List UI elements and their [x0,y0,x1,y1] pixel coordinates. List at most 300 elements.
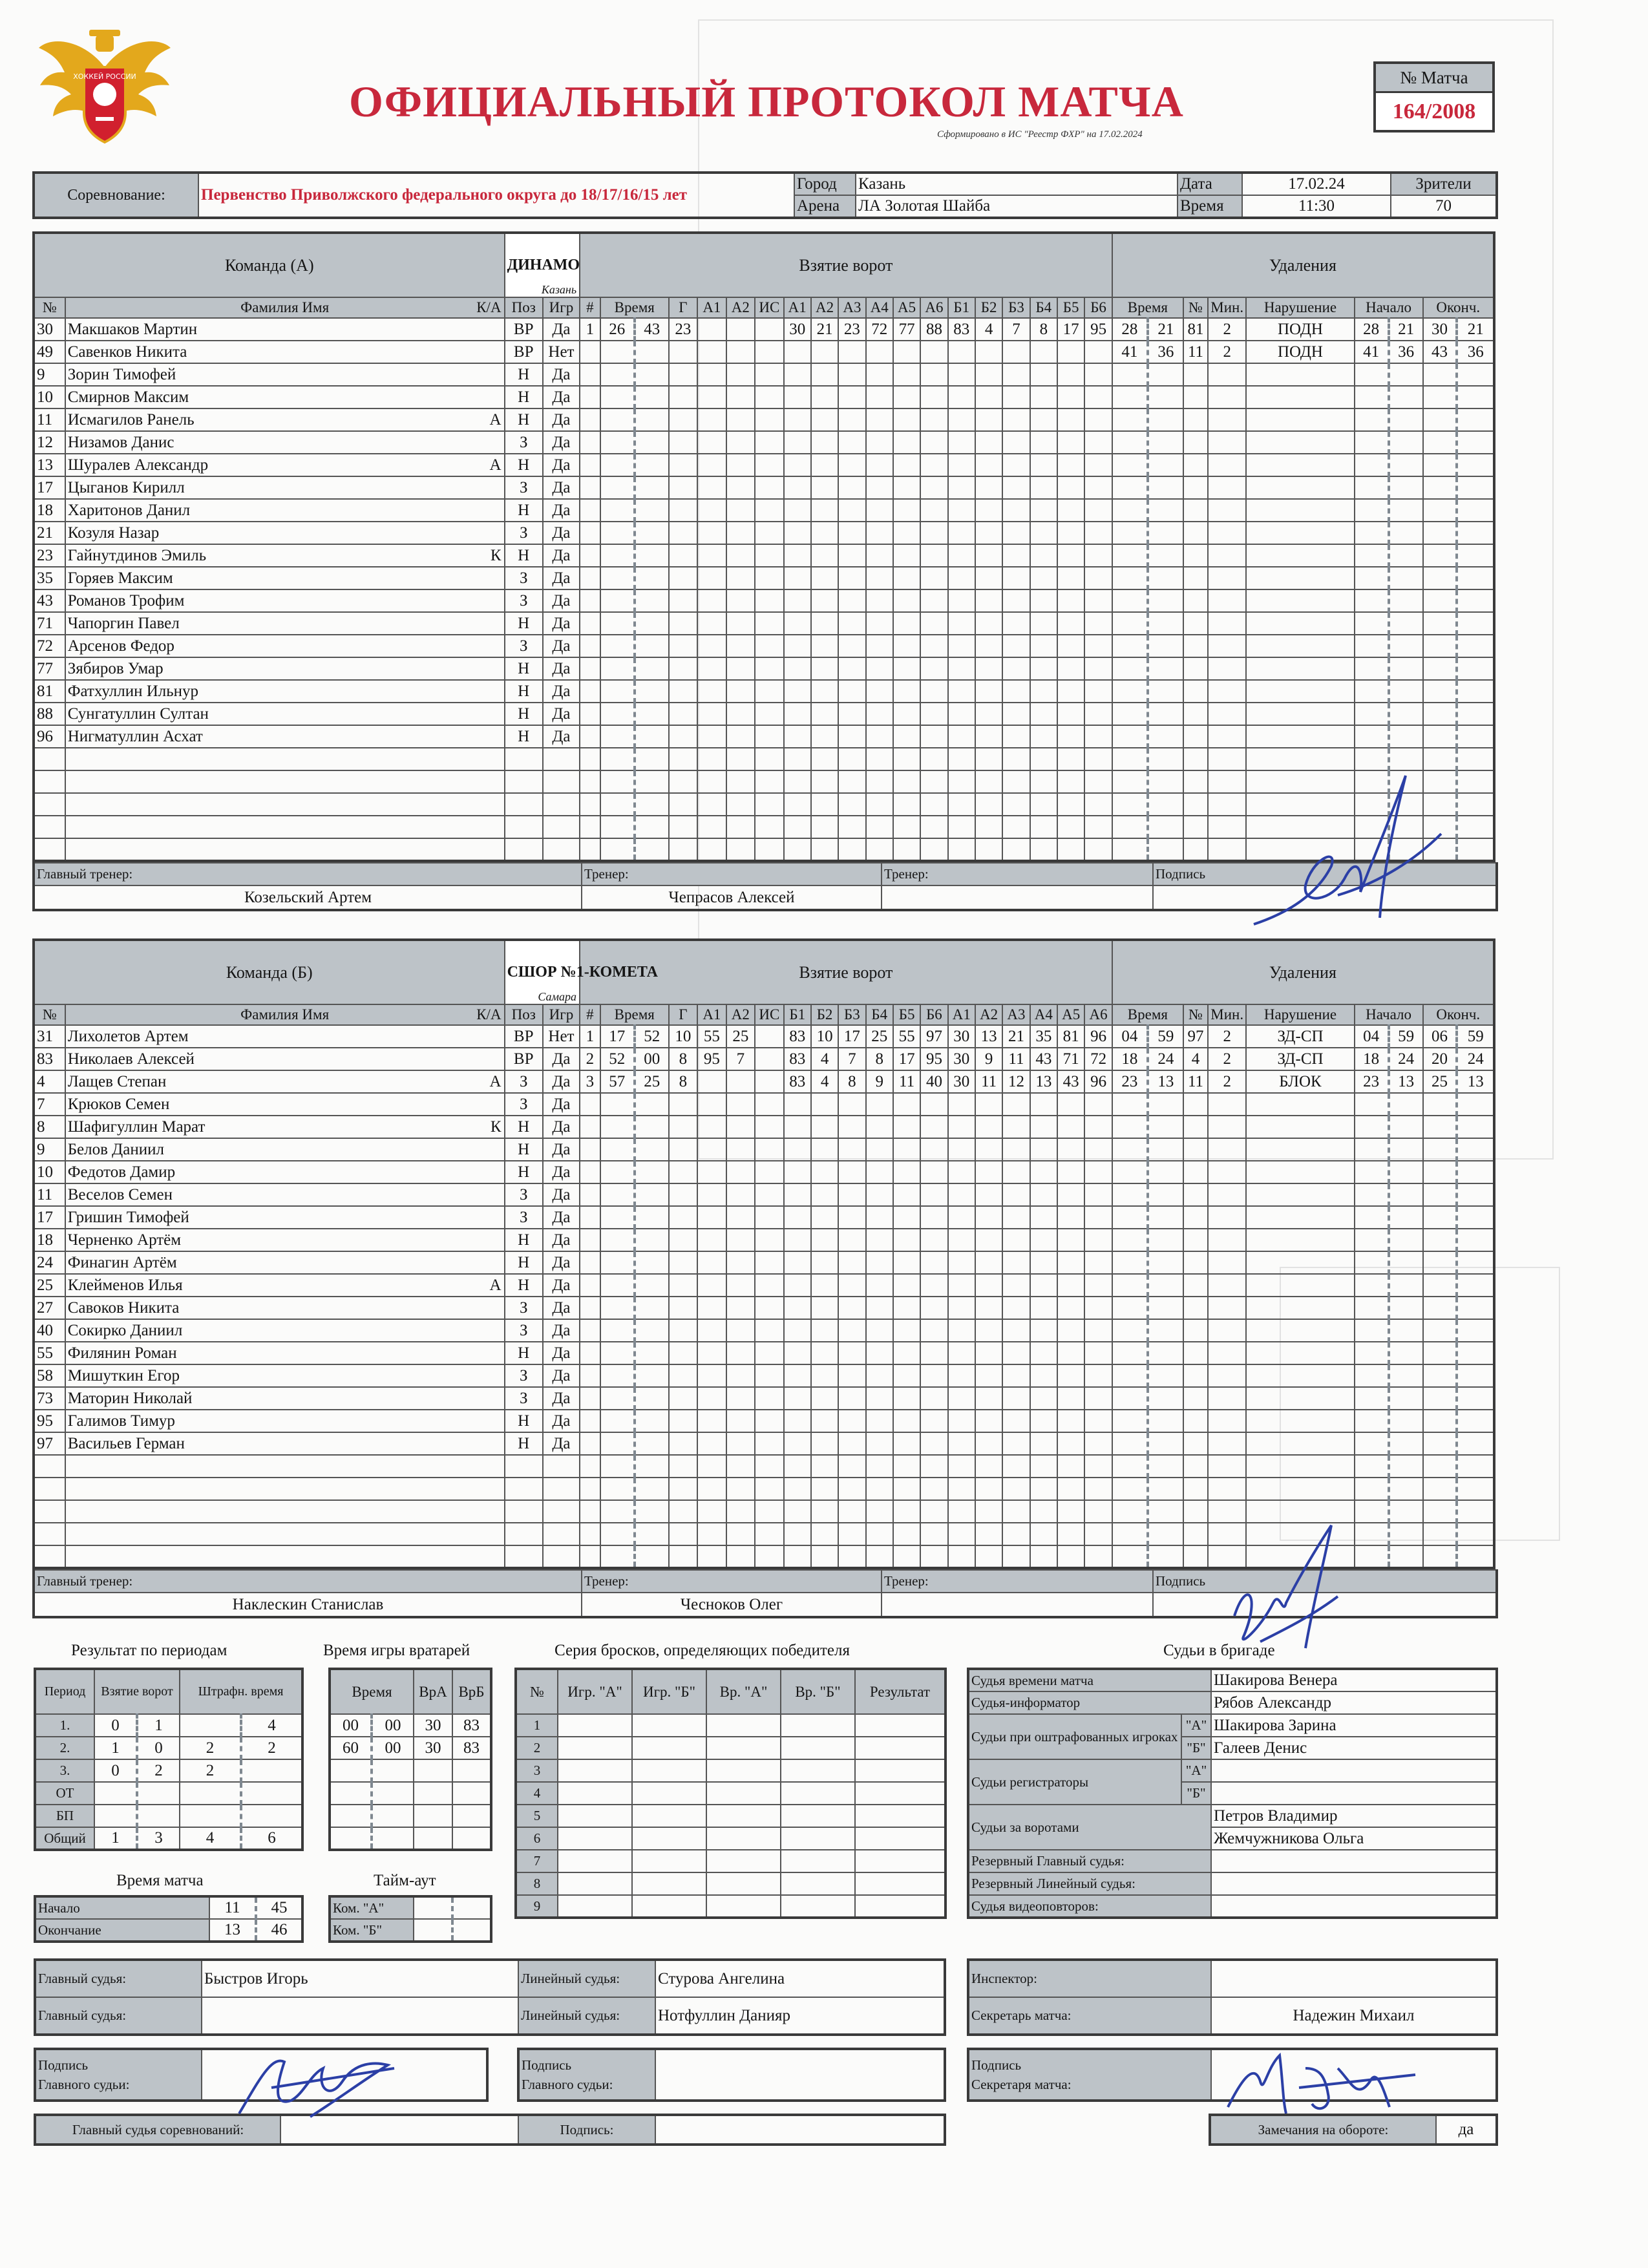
teamB-empty [600,1364,635,1387]
teamB-goal-is [755,1048,783,1070]
teamB-empty [600,1297,635,1319]
teamB-empty [784,1410,811,1432]
teamB-goal-onice: 83 [784,1025,811,1048]
teamB-player-no: 31 [34,1025,65,1048]
teamA-empty [948,589,975,612]
teamB-empty [1423,1432,1457,1455]
ref-scorer-b-tag: "Б" [1181,1782,1211,1805]
teamA-empty [635,612,669,635]
teamA-player-pos: Н [505,499,543,522]
teamB-goal-onice: 95 [920,1048,947,1070]
teamA-empty [600,793,635,816]
teamA-empty [838,522,865,544]
teamB-empty [975,1364,1002,1387]
teamB-goal-onice: 96 [1084,1025,1112,1048]
teamA-empty [669,567,697,589]
teamA-empty [1183,363,1208,386]
teamA-row [34,454,1494,476]
teamA-empty [920,386,947,408]
teamB-empty [1002,1410,1030,1432]
teamB-player-play: Да [543,1432,580,1455]
teamA-empty [948,544,975,567]
teamB-goal-onice: 72 [1084,1048,1112,1070]
shootout-cell [558,1759,632,1782]
teamB-empty [1084,1116,1112,1138]
teamB-empty [1112,1206,1148,1229]
teamA-empty [948,567,975,589]
teamA-empty [948,748,975,770]
teamA-empty [1246,476,1354,499]
teamA-h-gidx: # [580,297,600,318]
teamA-empty [580,408,600,431]
teamA-pen-smm: 28 [1355,318,1389,341]
shootout-cell [558,1737,632,1759]
remarks-label: Замечания на обороте: [1210,2115,1436,2145]
teamB-h-g: Г [669,1004,697,1025]
teamB-empty [1183,1364,1208,1387]
teamA-empty [1084,341,1112,363]
teamB-row [34,1093,1494,1116]
shootout-cell [706,1827,781,1850]
teamB-empty [784,1251,811,1274]
shootout-h-result: Результат [855,1669,945,1714]
teamA-h-pen-min: Мин. [1208,297,1246,318]
teamA-empty [1183,431,1208,454]
teamB-empty [697,1545,726,1568]
teamB-empty [1002,1478,1030,1500]
teamA-empty [1208,544,1246,567]
teamA-city: Казань [541,283,577,296]
teamA-empty [1423,386,1457,408]
teamB-empty [1030,1093,1057,1116]
teamA-empty [1355,544,1389,567]
remarks-value: да [1436,2115,1497,2145]
teamA-empty [65,838,505,861]
teamB-pen-min: 2 [1208,1048,1246,1070]
secretary: Надежин Михаил [1211,1997,1497,2035]
teamB-empty [893,1545,920,1568]
teamA-empty [838,408,865,431]
teamB-empty [784,1387,811,1410]
teamB-empty [784,1364,811,1387]
teamB-h-onice-7: А2 [975,1004,1002,1025]
period-name: Общий [35,1827,94,1850]
teamA-h-pos: Поз [505,297,543,318]
teamA-empty [1246,725,1354,748]
teamA-player-play: Да [543,522,580,544]
teamB-player-no: 11 [34,1183,65,1206]
teamB-empty [726,1342,755,1364]
teamB-empty [726,1523,755,1545]
page-title: ОФИЦИАЛЬНЫЙ ПРОТОКОЛ МАТЧА [349,77,1184,126]
teamB-empty [697,1093,726,1116]
teamA-empty [866,341,893,363]
teamA-empty [1246,522,1354,544]
teamA-empty [1084,476,1112,499]
teamB-empty [669,1545,697,1568]
teamA-empty [1148,793,1183,816]
teamA-h-ka: К/А [476,299,502,315]
teamA-empty [1030,680,1057,703]
teamA-empty [543,748,580,770]
teamB-empty [697,1138,726,1161]
goalie-ss [372,1805,414,1827]
teamA-empty [1183,612,1208,635]
teamB-empty [1389,1116,1423,1138]
teamA-empty [1030,431,1057,454]
teamB-empty [975,1500,1002,1523]
teamB-empty [697,1523,726,1545]
teamA-player-name: Низамов Данис [67,433,174,451]
teamB-player-play: Да [543,1138,580,1161]
teamA-empty [1002,838,1030,861]
teamA-empty [1084,567,1112,589]
teamA-empty [34,793,65,816]
teamA-player-pos: Н [505,408,543,431]
teamB-empty [866,1138,893,1161]
teamA-empty [893,770,920,793]
teamB-name: СШОР №1-КОМЕТА [507,964,658,980]
teamA-empty [1030,589,1057,612]
teamA-empty [920,657,947,680]
teamA-empty [920,793,947,816]
teamB-h-pen-end: Оконч. [1423,1004,1494,1025]
teamA-empty [784,499,811,522]
arena-value: ЛА Золотая Шайба [856,195,1178,218]
teamA-empty [893,544,920,567]
teamB-empty [600,1319,635,1342]
teamA-empty [948,816,975,838]
teamA-coach: Чепрасов Алексей [582,885,882,910]
teamB-empty [580,1432,600,1455]
teamB-player-cell [65,1183,505,1206]
teamA-empty [838,770,865,793]
teamA-empty [1002,748,1030,770]
teamA-h-name: Фамилия Имя [240,299,330,315]
teamB-empty [811,1206,838,1229]
teamB-empty [1355,1116,1389,1138]
period-goals-b: 1 [137,1714,180,1737]
teamA-empty [1057,567,1084,589]
teamB-empty [1148,1432,1183,1455]
teamA-empty [1002,589,1030,612]
teamA-empty [1423,476,1457,499]
period-row [35,1827,302,1850]
teamB-empty [697,1251,726,1274]
teamB-empty [1148,1251,1183,1274]
teamA-empty [1148,703,1183,725]
shootout-cell [558,1805,632,1827]
teamA-player-play: Да [543,612,580,635]
teamB-empty [600,1342,635,1364]
teamA-empty [866,499,893,522]
period-pim-a [180,1714,241,1737]
teamB-empty [1355,1161,1389,1183]
comp-ref-label: Главный судья соревнований: [35,2115,280,2145]
coach-b-signature [1221,1519,1351,1655]
teamA-empty [1030,838,1057,861]
teamA-empty [635,386,669,408]
teamA-row [34,567,1494,589]
team-b-section [32,938,1498,1618]
teamB-empty [784,1116,811,1138]
teamA-empty [838,793,865,816]
sign-main-label-2b: Главного судьи: [522,2077,613,2092]
teamB-empty [755,1319,783,1342]
teamA-empty [697,544,726,567]
teamB-empty [1423,1183,1457,1206]
teamA-empty [669,612,697,635]
teamB-player-name: Сокирко Даниил [67,1321,183,1339]
shootout-cell [781,1827,855,1850]
teamB-empty [784,1161,811,1183]
teamB-empty [697,1206,726,1229]
period-name: БП [35,1805,94,1827]
teamA-empty [975,657,1002,680]
teamA-empty [975,816,1002,838]
teamA-h-onice-10: Б5 [1057,297,1084,318]
teamA-empty [866,431,893,454]
teamB-row [34,1229,1494,1251]
teamB-player-no: 8 [34,1116,65,1138]
teamA-empty [948,499,975,522]
teamA-empty [838,612,865,635]
teamB-h-a2: А2 [726,1004,755,1025]
teamB-empty [669,1478,697,1500]
teamB-empty [1457,1206,1494,1229]
teamA-goal-onice: 95 [1084,318,1112,341]
teamA-goal-a1 [697,318,726,341]
teamA-empty [669,544,697,567]
goalies-h-vrb: ВрБ [452,1669,491,1714]
teamB-goal-ss: 25 [635,1070,669,1093]
teamB-empty [755,1387,783,1410]
teamA-empty [600,725,635,748]
teamA-goal-onice: 8 [1030,318,1057,341]
teamA-empty [866,748,893,770]
teamB-empty [811,1455,838,1478]
teamB-empty [838,1523,865,1545]
teamB-empty [784,1183,811,1206]
teamA-empty [1183,703,1208,725]
teamB-player-name: Белов Даниил [67,1140,164,1158]
teamB-empty [1084,1274,1112,1297]
teamB-empty [697,1500,726,1523]
teamB-empty [635,1455,669,1478]
teamA-player-cell [65,703,505,725]
teamB-empty [1057,1138,1084,1161]
teamB-empty [1002,1251,1030,1274]
teamA-empty [600,838,635,861]
teamA-player-play: Да [543,476,580,499]
teamA-player-cell [65,589,505,612]
teamB-empty [1084,1093,1112,1116]
teamB-h-is: ИС [755,1004,783,1025]
teamB-goal-onice: 17 [893,1048,920,1070]
teamA-player-ka: А [489,410,502,429]
teamA-empty [975,567,1002,589]
teamA-empty [635,544,669,567]
teamA-empty [1112,793,1148,816]
teamA-empty [1457,408,1494,431]
teamA-empty [600,703,635,725]
teamB-goal-mm: 57 [600,1070,635,1093]
teamB-player-pos: Н [505,1410,543,1432]
teamB-empty [755,1523,783,1545]
teamB-empty [866,1251,893,1274]
teamA-player-cell [65,408,505,431]
teamB-empty [669,1206,697,1229]
goalie-mm: 60 [330,1737,372,1759]
teamB-goal-mm: 17 [600,1025,635,1048]
teamB-pen-no: 11 [1183,1070,1208,1093]
teamB-empty [975,1455,1002,1478]
teamA-empty [1112,408,1148,431]
teamB-empty [1389,1206,1423,1229]
teamB-empty [948,1274,975,1297]
ref-timekeeper: Шакирова Венера [1211,1669,1497,1691]
teamB-empty [784,1138,811,1161]
teamA-empty [635,454,669,476]
teamB-player-name: Николаев Алексей [67,1050,195,1068]
teamB-empty [1057,1364,1084,1387]
periods-table [34,1668,304,1851]
main-ref-label-2: Главный судья: [35,1997,202,2035]
teamB-empty [838,1161,865,1183]
teamB-empty [1457,1455,1494,1478]
teamA-empty [580,635,600,657]
shootout-title: Серия бросков, определяющих победителя [555,1642,850,1659]
teamB-goal-onice: 43 [1057,1070,1084,1093]
shootout-cell [781,1805,855,1827]
teamB-empty [580,1206,600,1229]
teamB-empty [34,1455,65,1478]
teamB-empty [838,1545,865,1568]
teamA-empty [697,386,726,408]
teamB-goal-onice: 4 [811,1048,838,1070]
period-row [35,1782,302,1805]
teamB-empty [755,1206,783,1229]
teamB-empty [580,1478,600,1500]
teamB-empty [635,1319,669,1342]
teamB-empty [1030,1545,1057,1568]
teamB-goal-scorer: 8 [669,1048,697,1070]
goalie-a [414,1759,452,1782]
teamA-empty [1002,703,1030,725]
inspector [1211,1960,1497,1997]
goalie-row [330,1714,491,1737]
teamB-h-onice-2: Б3 [838,1004,865,1025]
teamA-empty [1084,408,1112,431]
teamA-empty [1423,567,1457,589]
shootout-no: 3 [516,1759,558,1782]
period-name: ОТ [35,1782,94,1805]
teamB-empty [975,1229,1002,1251]
teamB-empty [920,1455,947,1478]
teamB-empty [580,1093,600,1116]
teamA-empty [580,725,600,748]
shootout-h-vb: Вр. "Б" [781,1669,855,1714]
teamA-empty [1423,363,1457,386]
teamA-empty [726,748,755,770]
teamB-empty [1148,1387,1183,1410]
teamA-empty [635,838,669,861]
teamA-empty [505,816,543,838]
shootout-cell [706,1805,781,1827]
teamB-empty [1057,1432,1084,1455]
teamA-empty [755,838,783,861]
teamA-empty [1457,589,1494,612]
teamA-empty [600,431,635,454]
teamA-empty [1057,612,1084,635]
teamA-player-name: Фатхуллин Ильнур [67,682,199,700]
teamA-empty [1457,476,1494,499]
teamA-empty [920,499,947,522]
period-row [35,1714,302,1737]
teamA-empty [975,612,1002,635]
teamA-empty [755,341,783,363]
teamA-player-name: Зорин Тимофей [67,365,176,383]
teamA-empty [838,567,865,589]
teamA-empty [580,499,600,522]
teamB-empty [1355,1387,1389,1410]
teamA-player-name: Нигматуллин Асхат [67,727,203,745]
teamB-empty [784,1093,811,1116]
teamB-empty [1112,1161,1148,1183]
teamB-empty [600,1545,635,1568]
teamB-empty [1002,1387,1030,1410]
teamB-empty [726,1319,755,1342]
teamA-empty [697,567,726,589]
teamB-empty [1457,1274,1494,1297]
teamB-row [34,1432,1494,1455]
teamA-empty [1355,657,1389,680]
teamA-empty [866,522,893,544]
teamA-empty [1057,657,1084,680]
teamB-head-coach-label: Главный тренер: [34,1570,582,1593]
teamB-empty [1423,1274,1457,1297]
teamB-empty [920,1229,947,1251]
teamA-empty [1084,703,1112,725]
teamB-empty [1183,1206,1208,1229]
teamB-h-onice-8: А3 [1002,1004,1030,1025]
teamB-empty [726,1455,755,1478]
teamA-empty [1084,748,1112,770]
teamB-player-cell [65,1387,505,1410]
teamA-empty [697,341,726,363]
teamB-goal-onice: 21 [1002,1025,1030,1048]
teamB-empty [975,1138,1002,1161]
teamA-player-cell [65,544,505,567]
teamA-pen-ess: 36 [1457,341,1494,363]
shootout-row [516,1872,945,1895]
teamA-pen-ess: 21 [1457,318,1494,341]
teamA-player-no: 88 [34,703,65,725]
teamB-empty [1084,1432,1112,1455]
teamA-empty [1002,386,1030,408]
teamB-goal-onice: 40 [920,1070,947,1093]
teamB-pen-emm: 20 [1423,1048,1457,1070]
teamA-empty [1389,499,1423,522]
teamA-player-no: 72 [34,635,65,657]
teamA-empty [920,748,947,770]
teamA-empty [600,816,635,838]
teamA-h-pen-foul: Нарушение [1246,297,1354,318]
teamA-empty [669,703,697,725]
teamB-goal-onice: 17 [838,1025,865,1048]
teamB-empty [784,1342,811,1364]
teamB-empty [948,1523,975,1545]
